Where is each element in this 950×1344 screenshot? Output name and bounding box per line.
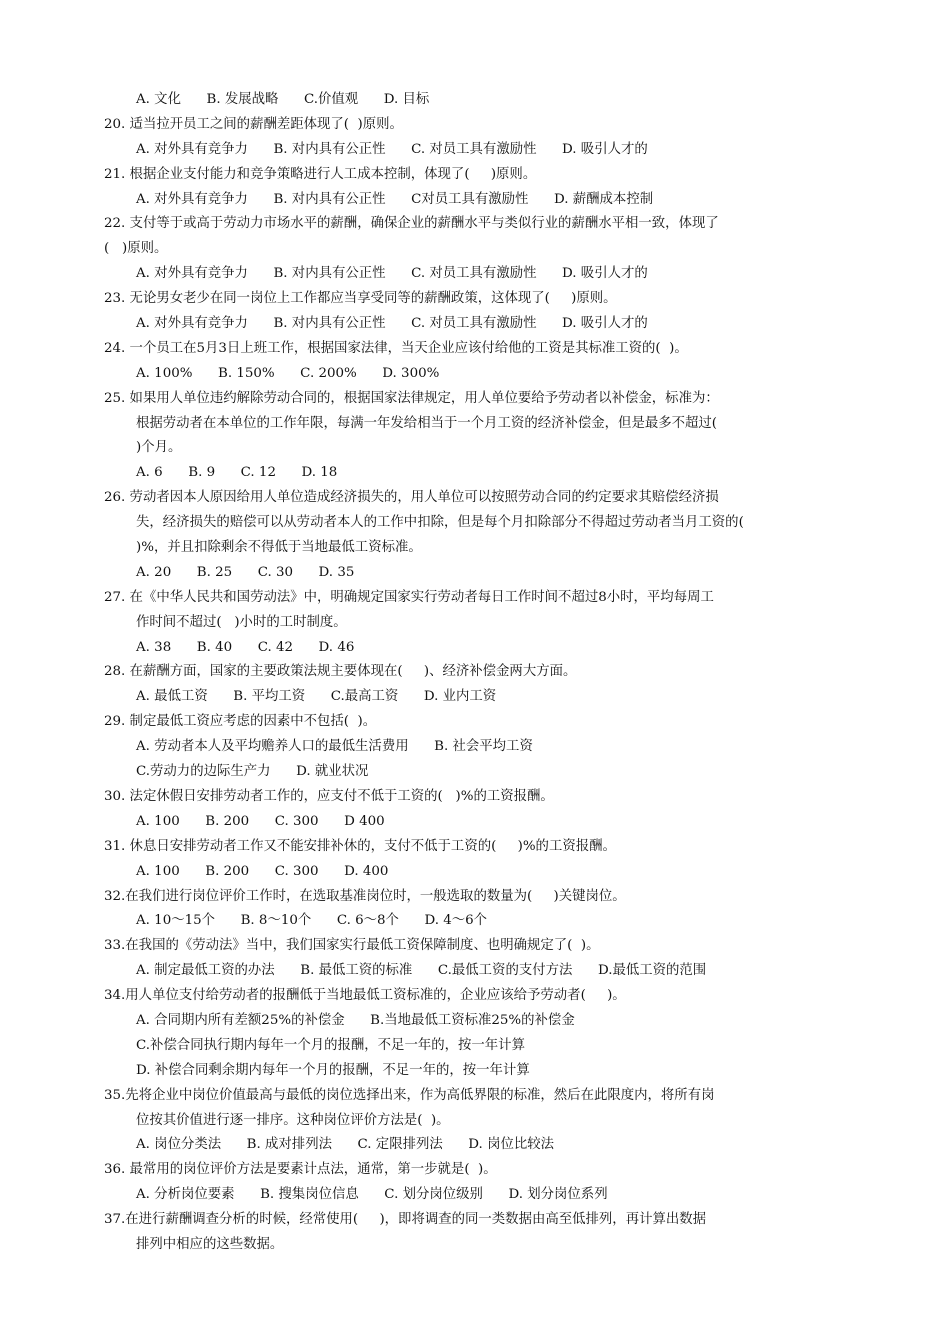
option-line: )个月。: [136, 440, 182, 456]
option-line: D. 补偿合同剩余期内每年一个月的报酬，不足一年的，按一年计算: [136, 1062, 530, 1078]
question-text: 31. 休息日安排劳动者工作又不能安排补休的，支付不低于工资的( )%的工资报酬。: [104, 838, 616, 854]
option-line: A. 对外具有竞争力 B. 对内具有公正性 C. 对员工具有激励性 D. 吸引人才的: [136, 266, 648, 282]
question-text: 20. 适当拉开员工之间的薪酬差距体现了( )原则。: [104, 116, 403, 132]
question-text: 25. 如果用人单位违约解除劳动合同的，根据国家法律规定，用人单位要给予劳动者以补偿金，标准为：: [104, 390, 719, 406]
option-line: ( )原则。: [104, 241, 168, 257]
option-line: A. 对外具有竞争力 B. 对内具有公正性 C对员工具有激励性 D. 薪酬成本控制: [136, 191, 654, 207]
option-line: A. 分析岗位要素 B. 搜集岗位信息 C. 划分岗位级别 D. 划分岗位系列: [136, 1187, 608, 1203]
question-text: 29. 制定最低工资应考虑的因素中不包括( )。: [104, 714, 377, 730]
question-text: 26. 劳动者因本人原因给用人单位造成经济损失的，用人单位可以按照劳动合同的约定要求其赔偿经济损: [104, 490, 719, 506]
option-line: 排列中相应的这些数据。: [136, 1236, 284, 1252]
option-line: A. 100 B. 200 C. 300 D 400: [136, 813, 385, 829]
question-text: 32.在我们进行岗位评价工作时，在选取基准岗位时，一般选取的数量为( )关键岗位。: [104, 888, 626, 904]
option-line: A. 10～15个 B. 8～10个 C. 6～8个 D. 4～6个: [136, 913, 488, 929]
option-line: 位按其价值进行逐一排序。这种岗位评价方法是( )。: [136, 1112, 450, 1128]
option-line: C.补偿合同执行期内每年一个月的报酬，不足一年的，按一年计算: [136, 1037, 525, 1053]
option-line: A. 20 B. 25 C. 30 D. 35: [136, 564, 355, 580]
question-text: 30. 法定休假日安排劳动者工作的，应支付不低于工资的( )%的工资报酬。: [104, 788, 554, 804]
option-line: A. 100% B. 150% C. 200% D. 300%: [136, 365, 440, 381]
question-text: 22. 支付等于或高于劳动力市场水平的薪酬，确保企业的薪酬水平与类似行业的薪酬水平相一致，体现了: [104, 216, 719, 232]
question-text: 33.在我国的《劳动法》当中，我们国家实行最低工资保障制度、也明确规定了( )。: [104, 938, 600, 954]
option-line: A. 38 B. 40 C. 42 D. 46: [136, 639, 355, 655]
question-list: [0, 88, 950, 1258]
question-text: 35.先将企业中岗位价值最高与最低的岗位选择出来，作为高低界限的标准，然后在此限度内，将所有岗: [104, 1087, 715, 1103]
option-line: A. 对外具有竞争力 B. 对内具有公正性 C. 对员工具有激励性 D. 吸引人才的: [136, 141, 648, 157]
option-line: )%，并且扣除剩余不得低于当地最低工资标准。: [136, 540, 422, 556]
option-line: 根据劳动者在本单位的工作年限，每满一年发给相当于一个月工资的经济补偿金，但是最多不超过(: [136, 415, 718, 431]
question-text: 36. 最常用的岗位评价方法是要素计点法，通常，第一步就是( )。: [104, 1162, 497, 1178]
question-text: 28. 在薪酬方面，国家的主要政策法规主要体现在( )、经济补偿金两大方面。: [104, 664, 577, 680]
question-text: 34.用人单位支付给劳动者的报酬低于当地最低工资标准的，企业应该给予劳动者( )。: [104, 988, 626, 1004]
option-line: A. 岗位分类法 B. 成对排列法 C. 定限排列法 D. 岗位比较法: [136, 1137, 555, 1153]
option-line: A. 100 B. 200 C. 300 D. 400: [136, 863, 389, 879]
option-line: 失，经济损失的赔偿可以从劳动者本人的工作中扣除，但是每个月扣除部分不得超过劳动者当月工资的(: [136, 515, 744, 531]
option-line: A. 对外具有竞争力 B. 对内具有公正性 C. 对员工具有激励性 D. 吸引人才的: [136, 316, 648, 332]
option-line: A. 合同期内所有差额25%的补偿金 B.当地最低工资标准25%的补偿金: [136, 1012, 575, 1028]
question-text: 24. 一个员工在5月3日上班工作，根据国家法律，当天企业应该付给他的工资是其标准工资的( )。: [104, 340, 688, 356]
option-line: 作时间不超过( )小时的工时制度。: [136, 614, 347, 630]
option-line: A. 文化 B. 发展战略 C.价值观 D. 目标: [136, 92, 430, 107]
question-text: 23. 无论男女老少在同一岗位上工作都应当享受同等的薪酬政策，这体现了( )原则。: [104, 291, 617, 307]
question-text: 37.在进行薪酬调查分析的时候，经常使用( )，即将调查的同一类数据由高至低排列，再计算出数据: [104, 1212, 707, 1228]
option-line: A. 制定最低工资的办法 B. 最低工资的标准 C.最低工资的支付方法 D.最低工资的范围: [136, 963, 707, 979]
option-line: C.劳动力的边际生产力 D. 就业状况: [136, 764, 369, 780]
option-line: A. 劳动者本人及平均赡养人口的最低生活费用 B. 社会平均工资: [136, 739, 533, 755]
option-line: A. 最低工资 B. 平均工资 C.最高工资 D. 业内工资: [136, 689, 497, 705]
question-text: 27. 在《中华人民共和国劳动法》中，明确规定国家实行劳动者每日工作时间不超过8小时，平均每周工: [104, 589, 714, 605]
option-line: A. 6 B. 9 C. 12 D. 18: [136, 465, 338, 481]
question-text: 21. 根据企业支付能力和竞争策略进行人工成本控制，体现了( )原则。: [104, 166, 537, 182]
